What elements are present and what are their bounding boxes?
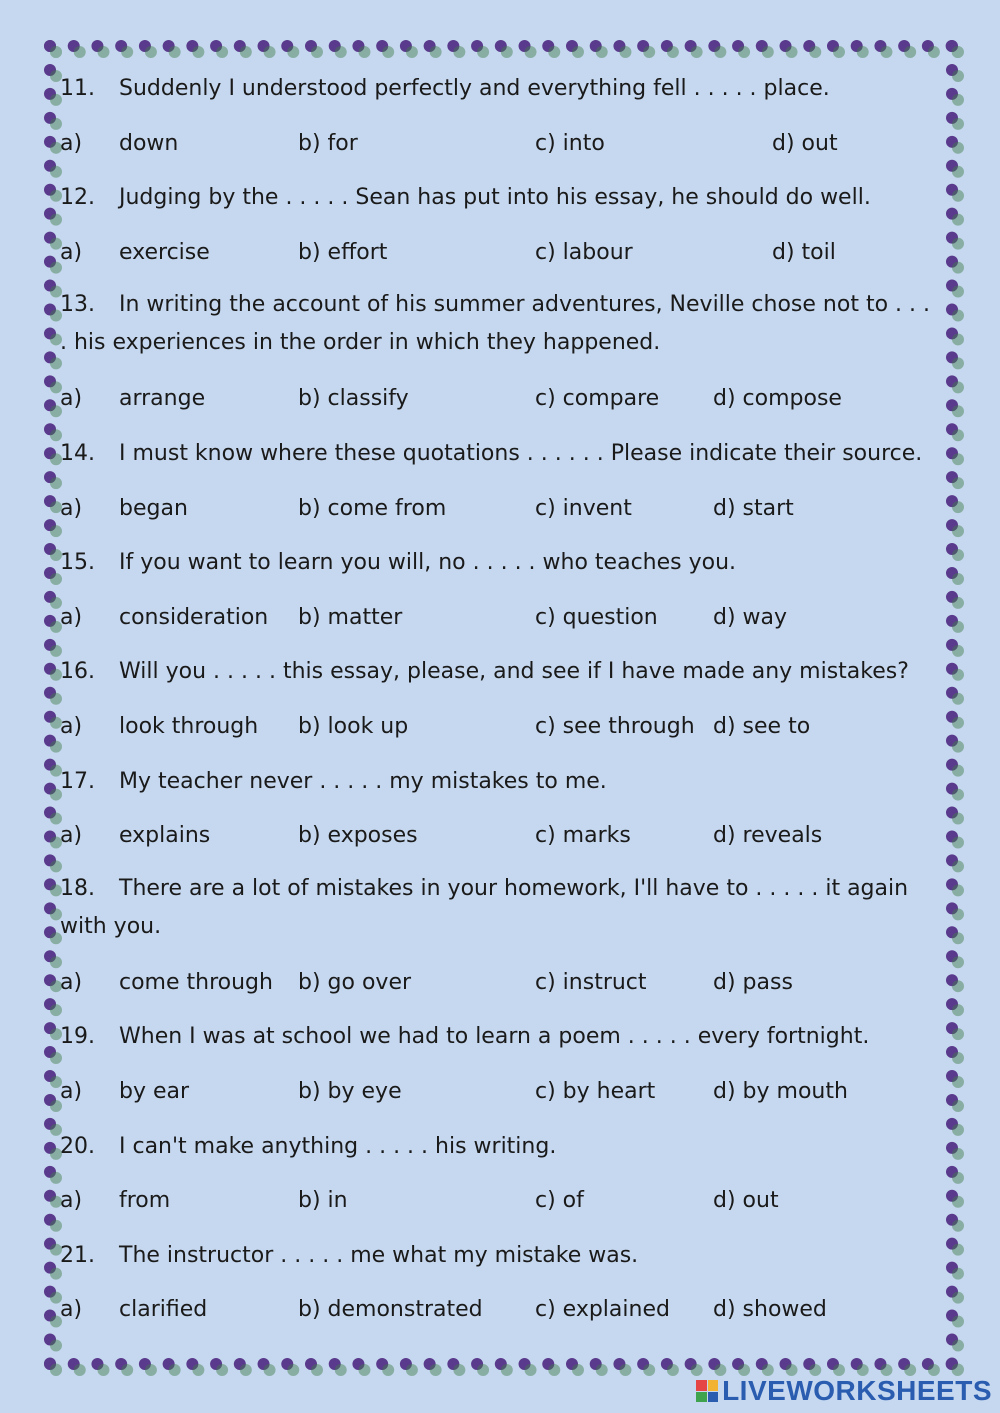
question-11 (60, 62, 935, 117)
worksheet-content (60, 62, 935, 1338)
option-c[interactable]: c) instruct (535, 969, 647, 995)
option-b[interactable]: b) go over (298, 969, 412, 995)
option-b[interactable]: b) for (298, 130, 358, 156)
option-b[interactable]: b) effort (298, 239, 388, 265)
logo-mark-icon (696, 1380, 718, 1402)
option-d[interactable]: d) start (713, 495, 794, 521)
option-c[interactable]: c) explained (535, 1297, 670, 1323)
question-12 (60, 171, 935, 226)
question-number: 13. (60, 292, 95, 318)
option-c[interactable]: c) labour (535, 239, 633, 265)
option-d[interactable]: d) reveals (713, 823, 823, 849)
option-c[interactable]: c) invent (535, 495, 632, 521)
option-c[interactable]: c) compare (535, 386, 660, 412)
options-16 (60, 700, 935, 755)
option-label: a) (60, 823, 83, 849)
question-number: 19. (60, 1024, 95, 1050)
option-d[interactable]: d) toil (772, 239, 836, 265)
option-b[interactable]: b) matter (298, 604, 403, 630)
question-number: 15. (60, 550, 95, 576)
question-text: My teacher never . . . . . my mistakes to me. (119, 768, 607, 794)
options-13 (60, 372, 935, 427)
question-number: 18. (60, 875, 95, 901)
option-b[interactable]: b) classify (298, 386, 409, 412)
question-18 (60, 864, 935, 956)
option-label: a) (60, 386, 83, 412)
option-label: a) (60, 130, 83, 156)
options-19 (60, 1065, 935, 1120)
option-d[interactable]: d) showed (713, 1297, 827, 1323)
option-b[interactable]: b) look up (298, 713, 409, 739)
question-13 (60, 280, 935, 372)
option-a[interactable]: consideration (119, 604, 269, 630)
option-d[interactable]: d) out (772, 130, 838, 156)
option-d[interactable]: d) way (713, 604, 788, 630)
option-label: a) (60, 969, 83, 995)
option-label: a) (60, 239, 83, 265)
option-c[interactable]: c) marks (535, 823, 631, 849)
question-text: I must know where these quotations . . . . . . Please indicate their source. (119, 440, 923, 466)
option-label: a) (60, 495, 83, 521)
option-a[interactable]: clarified (119, 1297, 208, 1323)
option-label: a) (60, 1297, 83, 1323)
question-20 (60, 1120, 935, 1175)
question-text: There are a lot of mistakes in your homework, I'll have to . . . . . it again with you. (60, 875, 909, 939)
option-a[interactable]: by ear (119, 1078, 190, 1104)
options-17 (60, 809, 935, 864)
options-20 (60, 1174, 935, 1229)
option-d[interactable]: d) see to (713, 713, 811, 739)
question-text: The instructor . . . . . me what my mistake was. (119, 1242, 639, 1268)
options-21 (60, 1283, 935, 1338)
option-a[interactable]: down (119, 130, 179, 156)
question-number: 14. (60, 440, 95, 466)
option-a[interactable]: exercise (119, 239, 210, 265)
option-c[interactable]: c) of (535, 1188, 584, 1214)
option-a[interactable]: arrange (119, 386, 206, 412)
question-text: Suddenly I understood perfectly and everything fell . . . . . place. (119, 76, 830, 101)
options-12 (60, 226, 935, 281)
question-number: 16. (60, 659, 95, 685)
option-a[interactable]: from (119, 1188, 171, 1214)
options-18 (60, 956, 935, 1011)
option-c[interactable]: c) question (535, 604, 658, 630)
option-a[interactable]: explains (119, 823, 211, 849)
option-a[interactable]: come through (119, 969, 273, 995)
logo-text: LIVEWORKSHEETS (722, 1375, 992, 1406)
question-15 (60, 536, 935, 591)
options-11 (60, 117, 935, 172)
options-15 (60, 591, 935, 646)
option-b[interactable]: b) demonstrated (298, 1297, 483, 1323)
question-14 (60, 427, 935, 482)
option-a[interactable]: began (119, 495, 188, 521)
option-a[interactable]: look through (119, 713, 259, 739)
option-d[interactable]: d) out (713, 1188, 779, 1214)
option-label: a) (60, 604, 83, 630)
option-c[interactable]: c) by heart (535, 1078, 656, 1104)
option-label: a) (60, 1078, 83, 1104)
option-c[interactable]: c) into (535, 130, 605, 156)
question-16 (60, 645, 935, 700)
question-number: 17. (60, 768, 95, 794)
option-label: a) (60, 1188, 83, 1214)
options-14 (60, 482, 935, 537)
question-text: I can't make anything . . . . . his writing. (119, 1133, 557, 1159)
option-d[interactable]: d) pass (713, 969, 793, 995)
question-17 (60, 755, 935, 810)
question-number: 20. (60, 1133, 95, 1159)
option-b[interactable]: b) in (298, 1188, 348, 1214)
question-text: In writing the account of his summer adventures, Neville chose not to . . . . his experiences in the order in which they happened. (60, 292, 930, 356)
question-text: Will you . . . . . this essay, please, and see if I have made any mistakes? (119, 659, 909, 685)
liveworksheets-logo[interactable] (696, 1375, 992, 1407)
option-b[interactable]: b) exposes (298, 823, 418, 849)
option-c[interactable]: c) see through (535, 713, 695, 739)
question-text: When I was at school we had to learn a poem . . . . . every fortnight. (119, 1024, 870, 1050)
option-d[interactable]: d) compose (713, 386, 842, 412)
option-d[interactable]: d) by mouth (713, 1078, 848, 1104)
question-text: If you want to learn you will, no . . . . . who teaches you. (119, 550, 737, 576)
question-number: 12. (60, 185, 95, 211)
option-b[interactable]: b) by eye (298, 1078, 402, 1104)
option-label: a) (60, 713, 83, 739)
question-21 (60, 1229, 935, 1284)
option-b[interactable]: b) come from (298, 495, 447, 521)
question-number: 21. (60, 1242, 95, 1268)
question-text: Judging by the . . . . . Sean has put into his essay, he should do well. (119, 185, 871, 211)
question-number: 11. (60, 76, 95, 101)
question-19 (60, 1010, 935, 1065)
